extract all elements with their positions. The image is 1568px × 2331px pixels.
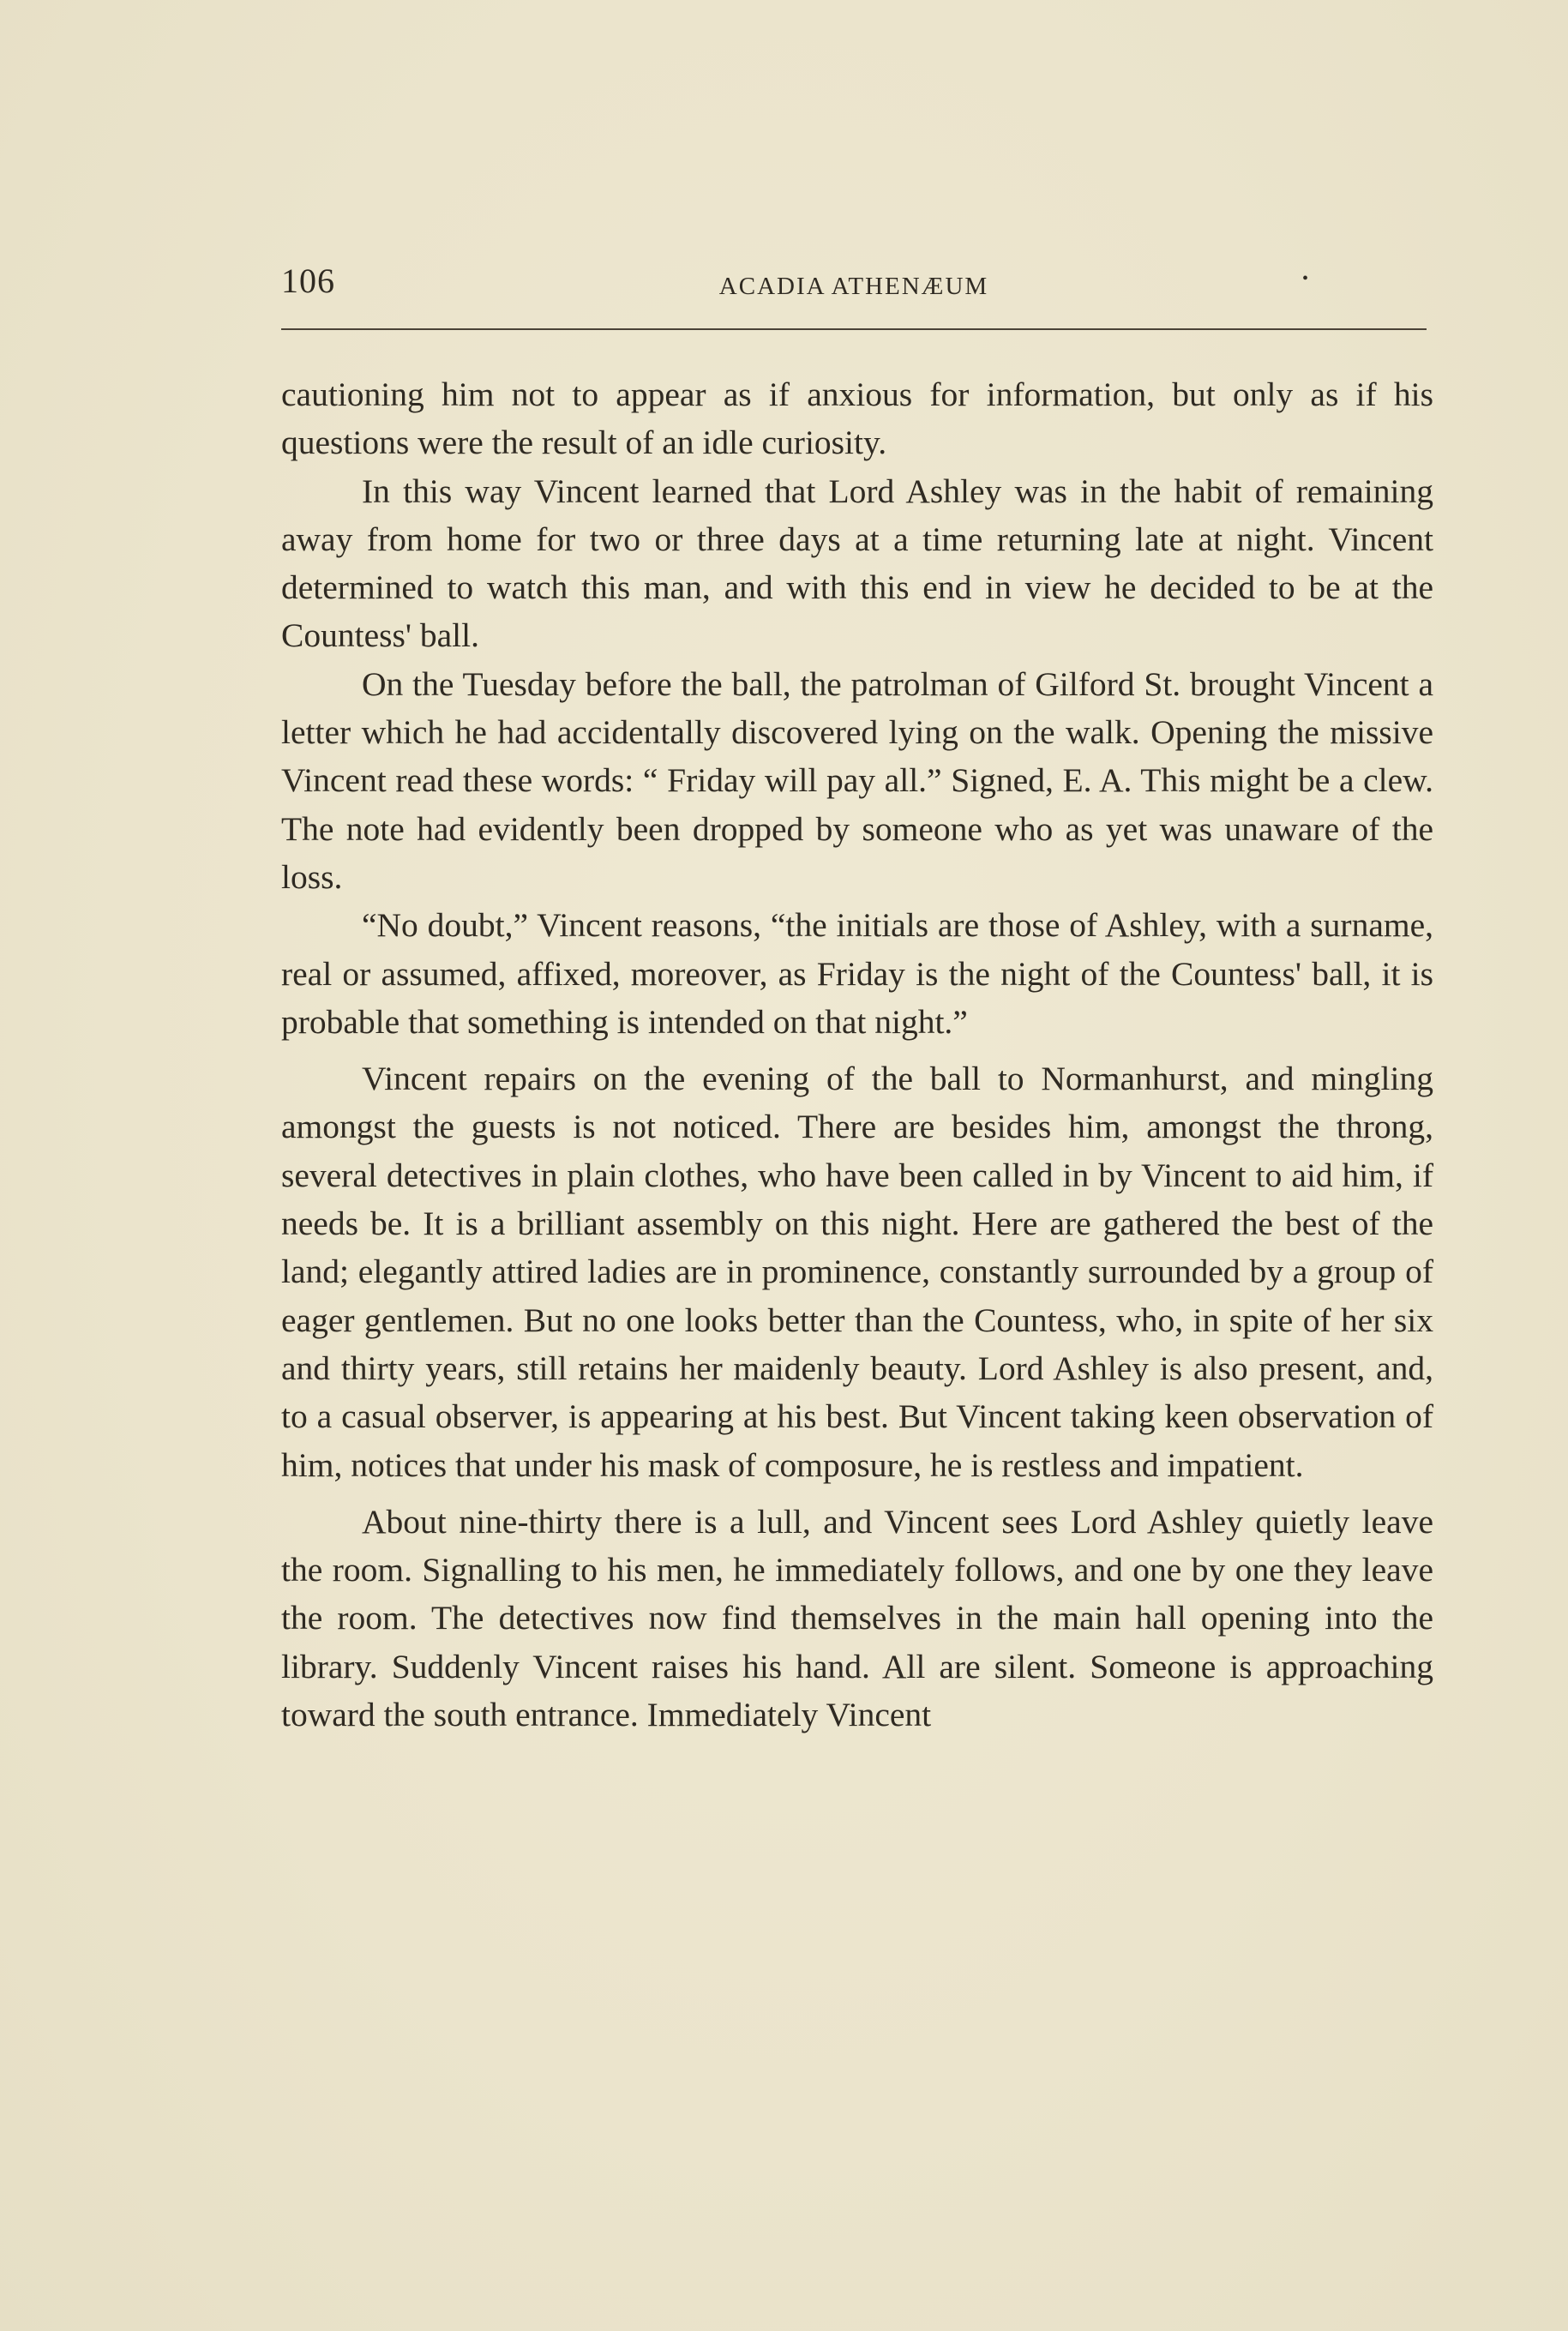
paragraph-4: “No doubt,” Vincent reasons, “the initials are those of Ashley, with a surname, real or assumed, affixed, moreover, as Friday is the night of the Countess' ball, it is probable that something is intended on that night.” [281,906,1433,1041]
paragraph-1: cautioning him not to appear as if anxious for information, but only as if his questions were the result of an idle curiosity. [281,375,1433,462]
paragraph-5: Vincent repairs on the evening of the ball to Normanhurst, and mingling amongst the guests is not noticed. There are besides him, amongst the throng, several detectives in plain clothes, who have been called in by Vincent to aid him, if needs be. It is a brilliant assembly on this night. Here are gathered the best of the land; elegantly attired ladies are in prominence, constantly surrounded by a group of eager gentlemen. But no one looks better than the Countess, who, in spite of her six and thirty years, still retains her maidenly beauty. Lord Ashley is also present, and, to a casual observer, is appearing at his best. But Vincent taking keen observation of him, notices that under his mask of composure, he is restless and impatient. [281,1060,1433,1484]
paragraph-2: In this way Vincent learned that Lord Ashley was in the habit of remaining away from home for two or three days at a time returning late at night. Vincent determined to watch this man, and with this end in view he decided to be at the Countess' ball. [281,472,1433,655]
page-number: 106 [281,261,335,300]
header-rule [281,328,1427,330]
header-mark: • [1301,269,1308,288]
page-header [281,257,1427,309]
paragraph-6: About nine-thirty there is a lull, and Vincent sees Lord Ashley quietly leave the room. Signalling to his men, he immediately follows, and one by one they leave the room. The detectives now find themselves in the main hall opening into the library. Suddenly Vincent raises his hand. All are silent. Someone is approaching toward the south entrance. Immediately Vincent [281,1502,1433,1734]
body-text [281,370,1433,1739]
running-title: ACADIA ATHENÆUM [718,273,989,300]
paragraph-3: On the Tuesday before the ball, the patrolman of Gilford St. brought Vincent a letter which he had accidentally discovered lying on the walk. Opening the missive Vincent read these words: “ Friday will pay all.” Signed, E. A. This might be a clew. The note had evidently been dropped by someone who as yet was unaware of the loss. [281,664,1433,896]
